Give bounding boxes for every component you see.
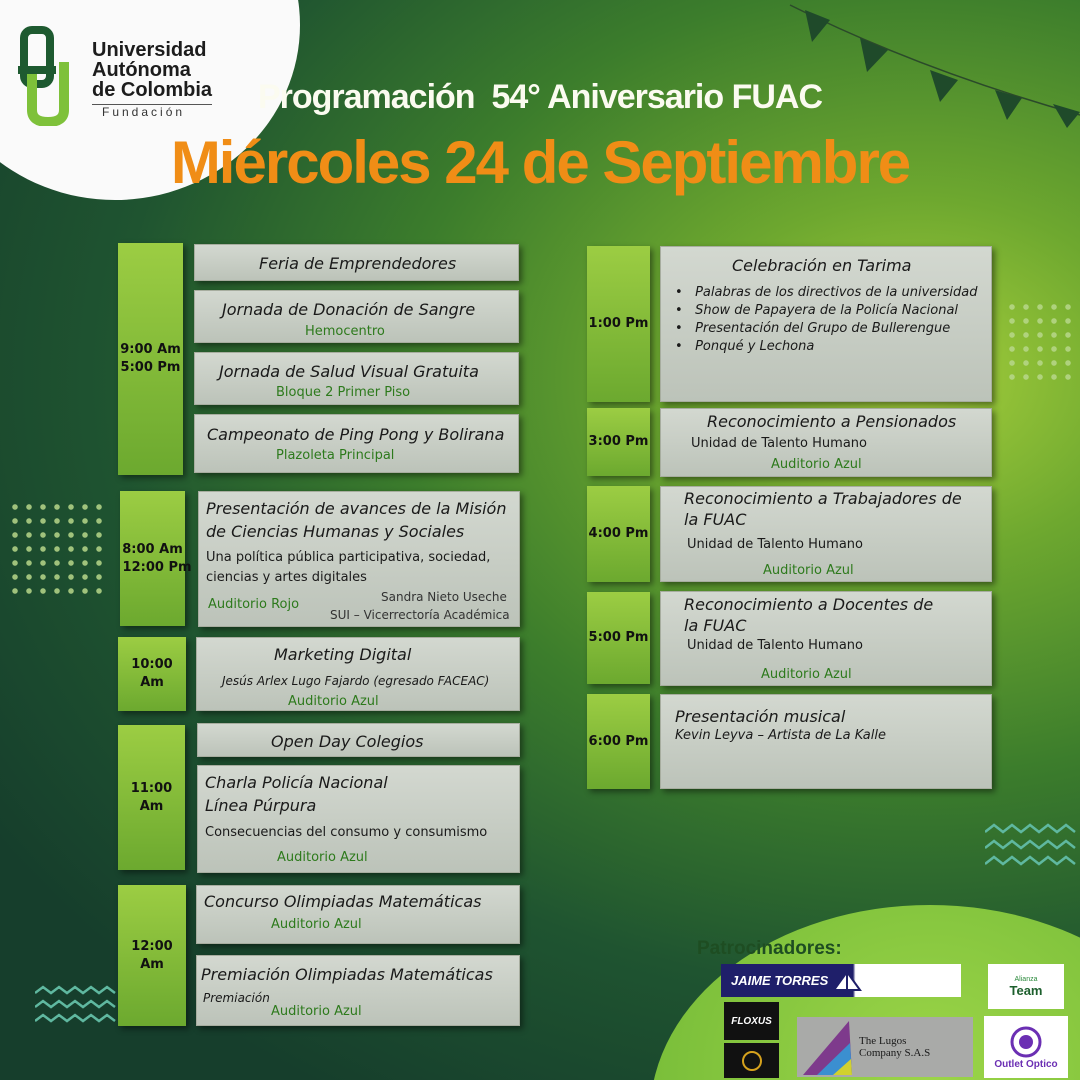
tarima-item-1: • Palabras de los directivos de la universidad xyxy=(675,285,978,300)
event-title-pensionados: Reconocimiento a Pensionados xyxy=(707,412,957,431)
sponsor-outlet-optico xyxy=(984,1016,1068,1078)
event-card-docentes xyxy=(660,591,992,686)
time-box-pensionados: 3:00 Pm xyxy=(587,408,650,476)
event-title-donacion: Jornada de Donación de Sangre xyxy=(222,300,476,319)
event-card-mision xyxy=(198,491,520,627)
event-location-premiacion: Auditorio Azul xyxy=(271,1004,362,1019)
time-box-marketing: 10:00 Am xyxy=(118,637,186,711)
sponsor-outlet-text: Outlet Optico xyxy=(994,1058,1058,1070)
event-title-charla-line1: Charla Policía Nacional xyxy=(205,773,388,792)
event-card-openday xyxy=(197,723,520,757)
event-title-docentes-line1: Reconocimiento a Docentes de xyxy=(684,595,934,614)
event-card-pingpong xyxy=(194,414,519,473)
sponsor-expoproducer xyxy=(724,1043,779,1078)
event-location-concurso: Auditorio Azul xyxy=(271,917,362,932)
event-location-pingpong: Plazoleta Principal xyxy=(276,448,395,463)
sponsor-lugos-icon xyxy=(797,1017,859,1077)
event-card-concurso xyxy=(196,885,520,944)
sponsor-team-text: Team xyxy=(1009,982,1043,998)
time-box-mision: 8:00 Am 12:00 Pm xyxy=(120,491,185,626)
event-desc-mision-line2: ciencias y artes digitales xyxy=(206,570,367,585)
sponsor-alianza-text: Alianza xyxy=(1014,975,1038,983)
sponsors-title: Patrocinadores: xyxy=(697,938,842,959)
event-location-trabajadores: Auditorio Azul xyxy=(763,563,854,578)
zigzag-decoration-right xyxy=(985,822,1080,877)
event-card-feria xyxy=(194,244,519,281)
sponsor-lugos-line1: The Lugos xyxy=(859,1035,907,1047)
event-title-pingpong: Campeonato de Ping Pong y Bolirana xyxy=(207,425,505,444)
event-desc-charla: Consecuencias del consumo y consumismo xyxy=(205,825,488,840)
dots-pattern-right xyxy=(1005,300,1075,380)
event-desc-premiacion: Premiación xyxy=(203,991,270,1005)
sponsor-outlet-icon xyxy=(1006,1025,1046,1059)
time-box-olimpiadas: 12:00 Am xyxy=(118,885,186,1026)
event-location-donacion: Hemocentro xyxy=(305,324,385,339)
sponsor-lugos-company xyxy=(797,1017,973,1077)
event-location-charla: Auditorio Azul xyxy=(277,850,368,865)
event-location-docentes: Auditorio Azul xyxy=(761,667,852,682)
sponsor-jaime-torres-text: JAIME TORRES xyxy=(731,973,829,988)
event-desc-pensionados: Unidad de Talento Humano xyxy=(691,436,867,451)
event-org-mision: SUI – Vicerrectoría Académica xyxy=(330,608,510,622)
tarima-item-4: • Ponqué y Lechona xyxy=(675,339,815,354)
time-box-tarima: 1:00 Pm xyxy=(587,246,650,402)
event-desc-trabajadores: Unidad de Talento Humano xyxy=(687,537,863,552)
event-title-mision-line1: Presentación de avances de la Misión xyxy=(206,499,507,518)
time-box-openday: 11:00 Am xyxy=(118,725,185,870)
event-card-donacion xyxy=(194,290,519,343)
time-box-docentes: 5:00 Pm xyxy=(587,592,650,684)
event-desc-docentes: Unidad de Talento Humano xyxy=(687,638,863,653)
event-title-charla-line2: Línea Púrpura xyxy=(205,796,317,815)
event-card-pensionados xyxy=(660,408,992,477)
event-title-mision-line2: de Ciencias Humanas y Sociales xyxy=(206,522,465,541)
event-card-charla xyxy=(197,765,520,873)
tarima-item-2-text: Show de Papayera de la Policía Nacional xyxy=(695,303,959,318)
sponsor-jaime-torres xyxy=(721,964,961,997)
event-card-musica xyxy=(660,694,992,789)
sponsor-lugos-line2: Company S.A.S xyxy=(859,1047,931,1059)
tarima-item-3-text: Presentación del Grupo de Bullerengue xyxy=(695,321,951,336)
time-box-trabajadores: 4:00 Pm xyxy=(587,486,650,582)
event-title-marketing: Marketing Digital xyxy=(274,645,412,664)
sponsor-alianza-team xyxy=(988,964,1064,1009)
dots-pattern-left xyxy=(8,500,108,600)
sponsor-floxus-text: FLOXUS xyxy=(731,1015,772,1027)
event-title-concurso: Concurso Olimpiadas Matemáticas xyxy=(204,892,482,911)
event-card-trabajadores xyxy=(660,486,992,582)
event-title-salud: Jornada de Salud Visual Gratuita xyxy=(219,362,479,381)
page-subtitle: Programación 54° Aniversario FUAC xyxy=(257,78,823,116)
bunting-decoration xyxy=(770,0,1080,140)
logo-line1: Universidad xyxy=(92,39,207,61)
sponsor-floxus xyxy=(724,1002,779,1040)
logo-line2: Autónoma xyxy=(92,59,191,81)
event-title-docentes-line2: la FUAC xyxy=(684,616,747,635)
event-location-pensionados: Auditorio Azul xyxy=(771,457,862,472)
event-desc-musica: Kevin Leyva – Artista de La Kalle xyxy=(675,728,886,743)
tarima-item-1-text: Palabras de los directivos de la universidad xyxy=(695,285,978,300)
event-card-premiacion xyxy=(196,955,520,1026)
event-desc-mision-line1: Una política pública participativa, sociedad, xyxy=(206,550,491,565)
event-title-premiacion: Premiación Olimpiadas Matemáticas xyxy=(201,965,493,984)
sponsor-expoproducer-icon xyxy=(742,1051,762,1071)
event-desc-marketing: Jesús Arlex Lugo Fajardo (egresado FACEAC) xyxy=(222,674,490,688)
event-title-feria: Feria de Emprendedores xyxy=(259,254,457,273)
event-speaker-mision: Sandra Nieto Useche xyxy=(381,590,507,604)
logo-line4: Fundación xyxy=(92,104,212,119)
event-title-trabajadores-line2: la FUAC xyxy=(684,510,747,529)
event-location-mision: Auditorio Rojo xyxy=(208,597,300,612)
time-box-morning: 9:00 Am 5:00 Pm xyxy=(118,243,183,475)
tarima-item-2: • Show de Papayera de la Policía Nacional xyxy=(675,303,959,318)
zigzag-decoration-left xyxy=(35,985,120,1035)
sponsor-jaime-torres-icon xyxy=(832,970,862,992)
event-card-salud xyxy=(194,352,519,405)
event-title-musica: Presentación musical xyxy=(675,707,846,726)
page-title: Miércoles 24 de Septiembre xyxy=(170,129,910,196)
tarima-item-4-text: Ponqué y Lechona xyxy=(695,339,815,354)
event-card-tarima xyxy=(660,246,992,402)
logo-line3: de Colombia xyxy=(92,79,213,101)
event-location-salud: Bloque 2 Primer Piso xyxy=(276,385,411,400)
event-title-trabajadores-line1: Reconocimiento a Trabajadores de xyxy=(684,489,962,508)
event-location-marketing: Auditorio Azul xyxy=(288,694,379,709)
event-title-tarima: Celebración en Tarima xyxy=(732,256,912,275)
time-box-musica: 6:00 Pm xyxy=(587,694,650,789)
event-card-marketing xyxy=(196,637,520,711)
sponsor-lugos-text xyxy=(859,1035,930,1059)
tarima-item-3: • Presentación del Grupo de Bullerengue xyxy=(675,321,951,336)
event-title-openday: Open Day Colegios xyxy=(271,732,424,751)
